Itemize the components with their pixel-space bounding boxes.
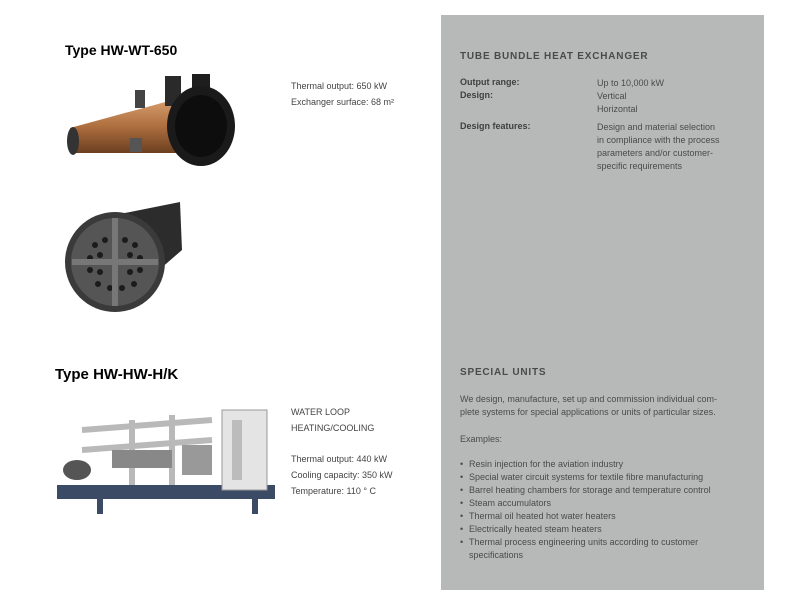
special-units-intro-line2: plete systems for special applications or units of particular sizes.	[460, 407, 716, 417]
product1-spec-surface: Exchanger surface: 68 m²	[291, 97, 395, 107]
list-item	[460, 458, 750, 471]
tube-bundle-photo	[60, 200, 185, 318]
list-item	[460, 536, 750, 562]
list-item-text: Steam accumulators	[469, 498, 552, 508]
design-features-line4: specific requirements	[597, 161, 683, 171]
output-range-label: Output range:	[460, 77, 520, 87]
water-loop-unit-photo	[52, 395, 280, 523]
product2-spec-temperature: Temperature: 110 ° C	[291, 486, 376, 496]
list-item	[460, 523, 750, 536]
list-item-text: Special water circuit systems for textile fibre manufacturing	[469, 472, 704, 482]
design-features-label: Design features:	[460, 121, 531, 131]
design-value-horizontal: Horizontal	[597, 104, 638, 114]
product2-heading-line2: HEATING/COOLING	[291, 423, 375, 433]
product2-spec-thermal: Thermal output: 440 kW	[291, 454, 388, 464]
product1-title: Type HW-WT-650	[65, 42, 178, 58]
info-panel	[441, 15, 764, 590]
list-item-text-continued: specifications	[469, 550, 524, 560]
section1-title: TUBE BUNDLE HEAT EXCHANGER	[460, 51, 649, 62]
list-item	[460, 510, 750, 523]
product2-heading-line1: WATER LOOP	[291, 407, 351, 417]
section2-title: SPECIAL UNITS	[460, 367, 547, 378]
design-label: Design:	[460, 90, 494, 100]
design-features-line2: in compliance with the process	[597, 135, 720, 145]
list-item-text: Resin injection for the aviation industry	[469, 459, 624, 469]
list-item-text: Thermal process engineering units according to customer	[469, 537, 699, 547]
examples-label: Examples:	[460, 434, 503, 444]
list-item-text: Electrically heated steam heaters	[469, 524, 602, 534]
design-features-line3: parameters and/or customer-	[597, 148, 714, 158]
design-features-line1: Design and material selection	[597, 122, 716, 132]
heat-exchanger-photo	[60, 68, 240, 173]
list-item	[460, 484, 750, 497]
list-item-text: Thermal oil heated hot water heaters	[469, 511, 616, 521]
output-range-value: Up to 10,000 kW	[597, 78, 665, 88]
product1-spec-thermal: Thermal output: 650 kW	[291, 81, 388, 91]
product2-title: Type HW-HW-H/K	[55, 366, 179, 383]
product2-spec-cooling: Cooling capacity: 350 kW	[291, 470, 393, 480]
list-item-text: Barrel heating chambers for storage and temperature control	[469, 485, 711, 495]
list-item	[460, 471, 750, 484]
examples-list	[460, 458, 750, 562]
list-item	[460, 497, 750, 510]
special-units-intro-line1: We design, manufacture, set up and commission individual com-	[460, 394, 717, 404]
design-value-vertical: Vertical	[597, 91, 627, 101]
